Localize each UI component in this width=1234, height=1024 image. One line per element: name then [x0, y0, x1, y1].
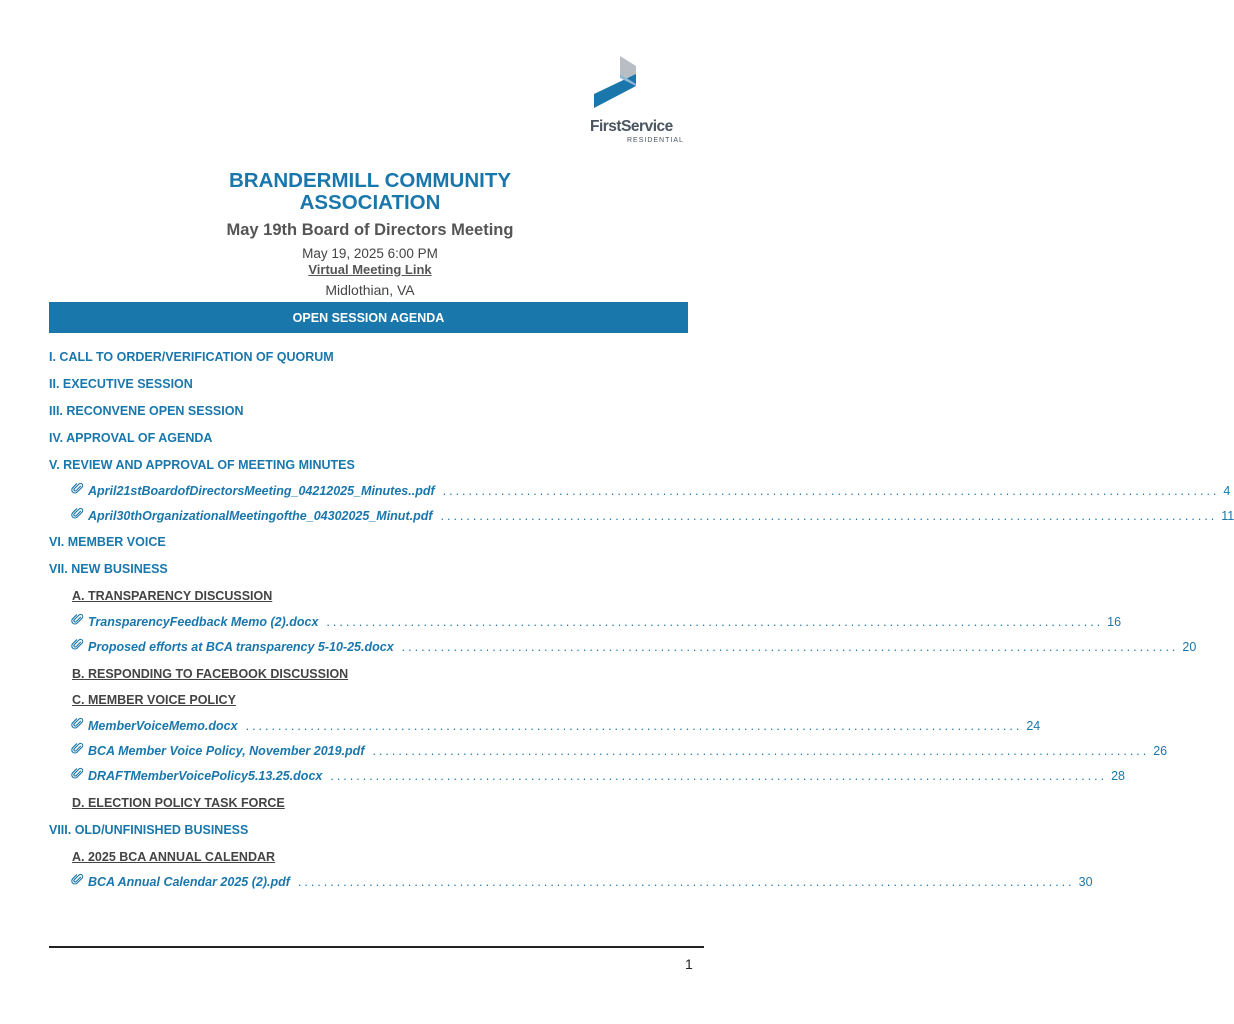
footer-divider — [49, 946, 704, 948]
agenda-section: II. EXECUTIVE SESSION — [49, 377, 193, 391]
agenda-section: IV. APPROVAL OF AGENDA — [49, 431, 213, 445]
paperclip-icon — [72, 767, 88, 783]
attachment-link[interactable] — [72, 507, 1234, 523]
agenda-banner: OPEN SESSION AGENDA — [49, 302, 688, 333]
agenda-section: VI. MEMBER VOICE — [49, 535, 166, 549]
logo-brand: FirstService — [590, 118, 673, 135]
attachment-filename[interactable]: BCA Member Voice Policy, November 2019.pdf — [88, 744, 365, 758]
agenda-section: V. REVIEW AND APPROVAL OF MEETING MINUTES — [49, 458, 355, 472]
attachment-link[interactable] — [72, 873, 1093, 889]
attachment-page-number: 26 — [1153, 744, 1168, 758]
agenda-subsection: C. MEMBER VOICE POLICY — [72, 693, 236, 707]
attachment-filename[interactable]: April21stBoardofDirectorsMeeting_04212025_Minutes..pdf — [88, 484, 435, 498]
attachment-link[interactable] — [72, 767, 1126, 783]
meeting-datetime: May 19, 2025 6:00 PM — [302, 246, 438, 261]
attachment-link[interactable] — [72, 742, 1168, 758]
dot-leader: ........................................................................................................................ — [440, 509, 1218, 523]
dot-leader: ........................................................................................................................ — [401, 640, 1179, 654]
logo-mark-icon — [590, 56, 640, 112]
attachment-page-number: 4 — [1223, 484, 1231, 498]
agenda-subsection: B. RESPONDING TO FACEBOOK DISCUSSION — [72, 667, 349, 681]
attachment-link[interactable] — [72, 638, 1197, 654]
paperclip-icon — [72, 717, 88, 733]
organization-name — [0, 170, 740, 214]
paperclip-icon — [72, 638, 88, 654]
attachment-link[interactable] — [72, 717, 1041, 733]
dot-leader: ........................................................................................................................ — [372, 744, 1150, 758]
attachment-page-number: 28 — [1111, 769, 1126, 783]
attachment-filename[interactable]: DRAFTMemberVoicePolicy5.13.25.docx — [88, 769, 323, 783]
virtual-meeting-link[interactable]: Virtual Meeting Link — [308, 262, 432, 277]
meeting-header — [0, 170, 740, 298]
paperclip-icon — [72, 482, 88, 498]
attachment-page-number: 16 — [1107, 615, 1122, 629]
firstservice-logo — [586, 56, 686, 148]
attachment-filename[interactable]: TransparencyFeedback Memo (2).docx — [88, 615, 319, 629]
agenda-section: III. RECONVENE OPEN SESSION — [49, 404, 244, 418]
paperclip-icon — [72, 507, 88, 523]
attachment-page-number: 11 — [1221, 509, 1234, 523]
attachment-filename[interactable]: Proposed efforts at BCA transparency 5-10-25.docx — [88, 640, 394, 654]
attachment-filename[interactable]: MemberVoiceMemo.docx — [88, 719, 238, 733]
logo-subtitle: RESIDENTIAL — [627, 137, 684, 144]
agenda-subsection: D. ELECTION POLICY TASK FORCE — [72, 796, 285, 810]
attachment-filename[interactable]: April30thOrganizationalMeetingofthe_04302025_Minut.pdf — [88, 509, 433, 523]
agenda-subsection: A. 2025 BCA ANNUAL CALENDAR — [72, 850, 276, 864]
org-line-1: BRANDERMILL COMMUNITY — [228, 169, 512, 192]
attachment-filename[interactable]: BCA Annual Calendar 2025 (2).pdf — [88, 875, 290, 889]
paperclip-icon — [72, 613, 88, 629]
meeting-title: May 19th Board of Directors Meeting — [226, 221, 514, 239]
paperclip-icon — [72, 873, 88, 889]
attachment-link[interactable] — [72, 613, 1122, 629]
agenda-section: VII. NEW BUSINESS — [49, 562, 168, 576]
dot-leader: ........................................................................................................................ — [297, 875, 1075, 889]
agenda-section: VIII. OLD/UNFINISHED BUSINESS — [49, 823, 249, 837]
meeting-location: Midlothian, VA — [325, 282, 415, 298]
agenda-section: I. CALL TO ORDER/VERIFICATION OF QUORUM — [49, 350, 334, 364]
agenda-subsection: A. TRANSPARENCY DISCUSSION — [72, 589, 273, 603]
dot-leader: ........................................................................................................................ — [330, 769, 1108, 783]
dot-leader: ........................................................................................................................ — [442, 484, 1220, 498]
attachment-page-number: 20 — [1182, 640, 1197, 654]
attachment-link[interactable] — [72, 482, 1231, 498]
dot-leader: ........................................................................................................................ — [245, 719, 1023, 733]
attachment-page-number: 30 — [1078, 875, 1093, 889]
dot-leader: ........................................................................................................................ — [326, 615, 1104, 629]
page-number: 1 — [685, 956, 693, 972]
org-line-2: ASSOCIATION — [299, 191, 441, 214]
attachment-page-number: 24 — [1026, 719, 1041, 733]
paperclip-icon — [72, 742, 88, 758]
